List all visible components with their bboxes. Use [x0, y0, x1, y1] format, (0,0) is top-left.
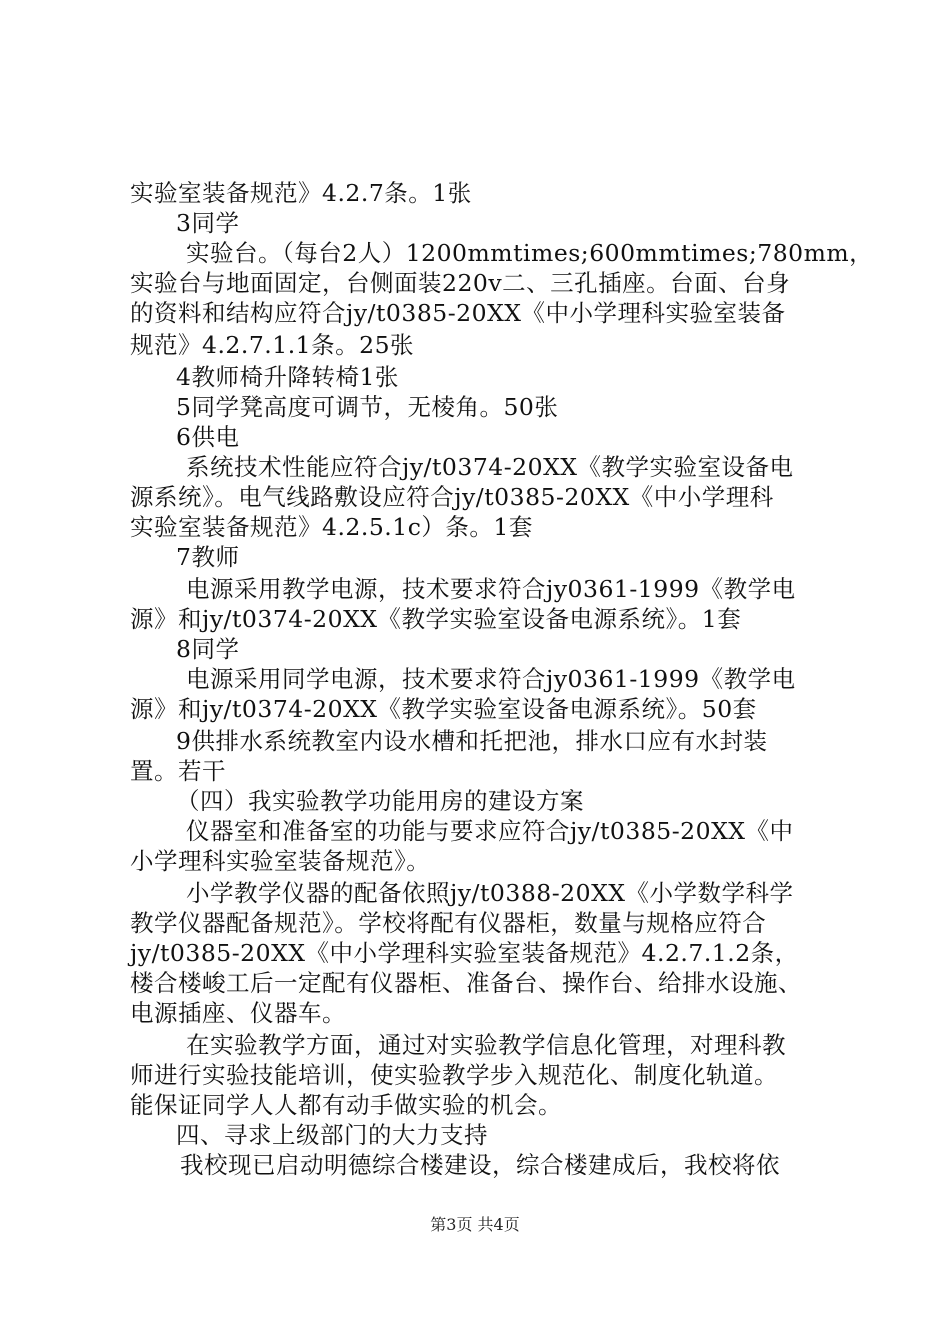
- text-line: 小学理科实验室装备规范》。: [130, 847, 431, 875]
- text-line: 能保证同学人人都有动手做实验的机会。: [130, 1091, 562, 1119]
- text-line: 规范》4.2.7.1.1条。25张: [130, 331, 415, 359]
- text-line: 8同学: [176, 635, 240, 663]
- text-line: 置。若干: [130, 757, 226, 785]
- text-line: 源》和jy/t0374-20XX《教学实验室设备电源系统》。50套: [130, 695, 757, 723]
- text-line: （四）我实验教学功能用房的建设方案: [176, 787, 584, 815]
- text-line: 四、寻求上级部门的大力支持: [176, 1121, 488, 1149]
- text-line: 实验台。（每台2人）1200mmtimes;600mmtimes;780mm，: [186, 239, 874, 267]
- text-line: 3同学: [176, 209, 240, 237]
- text-line: 电源采用同学电源，技术要求符合jy0361-1999《教学电: [186, 665, 796, 693]
- text-line: 仪器室和准备室的功能与要求应符合jy/t0385-20XX《中: [186, 817, 794, 845]
- text-line: 实验室装备规范》4.2.7条。1张: [130, 179, 472, 207]
- text-line: 楼合楼峻工后一定配有仪器柜、准备台、操作台、给排水设施、: [130, 969, 802, 997]
- page-number-footer: 第3页 共4页: [430, 1215, 520, 1234]
- text-line: 电源采用教学电源，技术要求符合jy0361-1999《教学电: [186, 575, 796, 603]
- text-line: 的资料和结构应符合jy/t0385-20XX《中小学理科实验室装备: [130, 299, 786, 327]
- text-line: 源》和jy/t0374-20XX《教学实验室设备电源系统》。1套: [130, 605, 742, 633]
- text-line: 电源插座、仪器车。: [130, 999, 346, 1027]
- text-line: 小学教学仪器的配备依照jy/t0388-20XX《小学数学科学: [186, 879, 794, 907]
- text-line: 9供排水系统教室内设水槽和托把池，排水口应有水封装: [176, 727, 768, 755]
- text-line: 系统技术性能应符合jy/t0374-20XX《教学实验室设备电: [186, 453, 794, 481]
- text-line: 教学仪器配备规范》。学校将配有仪器柜，数量与规格应符合: [130, 909, 767, 937]
- text-line: 我校现已启动明德综合楼建设，综合楼建成后，我校将依: [180, 1151, 780, 1179]
- text-line: 5同学凳高度可调节，无棱角。50张: [176, 393, 559, 421]
- text-line: 师进行实验技能培训，使实验教学步入规范化、制度化轨道。: [130, 1061, 778, 1089]
- text-line: jy/t0385-20XX《中小学理科实验室装备规范》4.2.7.1.2条，: [130, 939, 799, 967]
- text-line: 实验室装备规范》4.2.5.1c）条。1套: [130, 513, 533, 541]
- text-line: 7教师: [176, 543, 240, 571]
- text-line: 6供电: [176, 423, 240, 451]
- text-line: 4教师椅升降转椅1张: [176, 363, 399, 391]
- text-line: 在实验教学方面，通过对实验教学信息化管理，对理科教: [186, 1031, 786, 1059]
- text-line: 源系统》。电气线路敷设应符合jy/t0385-20XX《中小学理科: [130, 483, 774, 511]
- text-line: 实验台与地面固定，台侧面装220v二、三孔插座。台面、台身: [130, 269, 791, 297]
